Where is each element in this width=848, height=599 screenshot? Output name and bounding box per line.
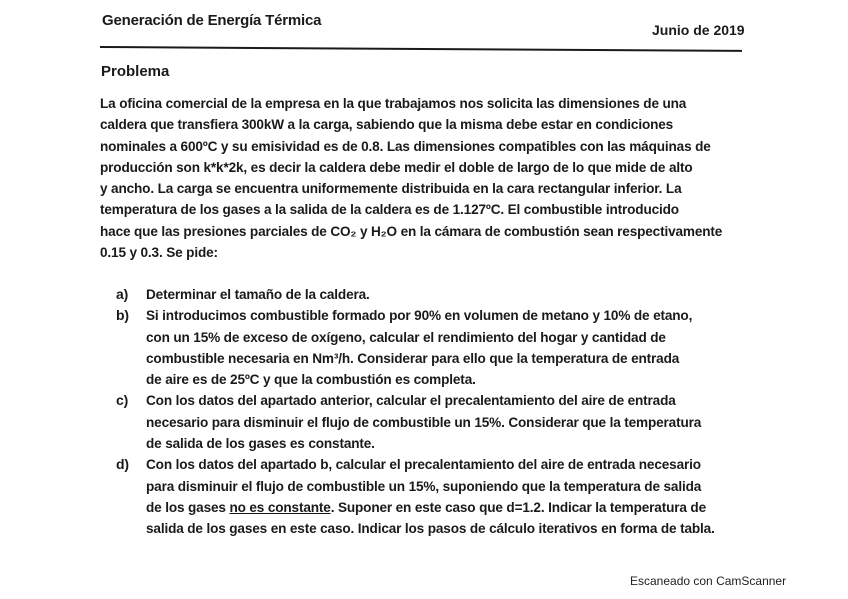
statement-line: nominales a 600ºC y su emisividad es de 0.8. Las dimensiones compatibles con las máquinas de [100,138,711,154]
header-divider [100,46,742,52]
question-line: con un 15% de exceso de oxígeno, calcular el rendimiento del hogar y cantidad de [146,329,666,345]
question-b [116,305,766,390]
question-line: Con los datos del apartado b, calcular el precalentamiento del aire de entrada necesario [146,457,701,473]
document-date: Junio de 2019 [652,22,745,38]
statement-line: 0.15 y 0.3. Se pide: [100,245,218,261]
question-line: Si introducimos combustible formado por 90% en volumen de metano y 10% de etano, [146,308,693,324]
statement-line: caldera que transfiera 300kW a la carga, sabiendo que la misma debe estar en condiciones [100,117,674,133]
question-line: combustible necesaria en Nm³/h. Considerar para ello que la temperatura de entrada [146,350,680,366]
question-line [146,497,766,518]
course-title: Generación de Energía Térmica [102,12,322,29]
statement-line: temperatura de los gases a la salida de la caldera es de 1.127ºC. El combustible introducido [100,202,679,218]
statement-line: producción son k*k*2k, es decir la caldera debe medir el doble de largo de lo que mide de alto [100,159,693,175]
question-line: de salida de los gases es constante. [146,436,375,452]
question-line: Con los datos del apartado anterior, calcular el precalentamiento del aire de entrada [146,393,676,409]
emphasis-underlined-text: no es constante [229,499,331,515]
statement-line: y ancho. La carga se encuentra uniformemente distribuida en la cara rectangular inferior. La [100,181,682,197]
problem-statement [100,93,750,263]
question-a [116,284,766,305]
question-marker: b) [116,307,129,324]
statement-line: hace que las presiones parciales de CO₂ y H₂O en la cámara de combustión sean respectivamente [100,223,723,239]
scanner-watermark: Escaneado con CamScanner [630,574,787,588]
question-c [116,390,766,454]
question-marker: a) [116,286,129,302]
question-line: de aire es de 25ºC y que la combustión es completa. [146,372,476,388]
statement-line: La oficina comercial de la empresa en la que trabajamos nos solicita las dimensiones de una [100,96,687,111]
question-text: de los gases [146,499,230,515]
question-d [116,454,766,539]
question-line: para disminuir el flujo de combustible un 15%, suponiendo que la temperatura de salida [146,478,702,494]
question-marker: c) [116,392,129,409]
question-line: salida de los gases en este caso. Indicar los pasos de cálculo iterativos en forma de tabla. [146,521,715,537]
question-line: necesario para disminuir el flujo de combustible un 15%. Considerar que la temperatura [146,414,702,430]
question-line: Determinar el tamaño de la caldera. [146,287,370,302]
question-list [116,284,766,540]
question-marker: d) [116,456,129,473]
problem-heading: Problema [101,63,170,80]
question-text: . Suponer en este caso que d=1.2. Indicar la temperatura de [330,499,706,515]
